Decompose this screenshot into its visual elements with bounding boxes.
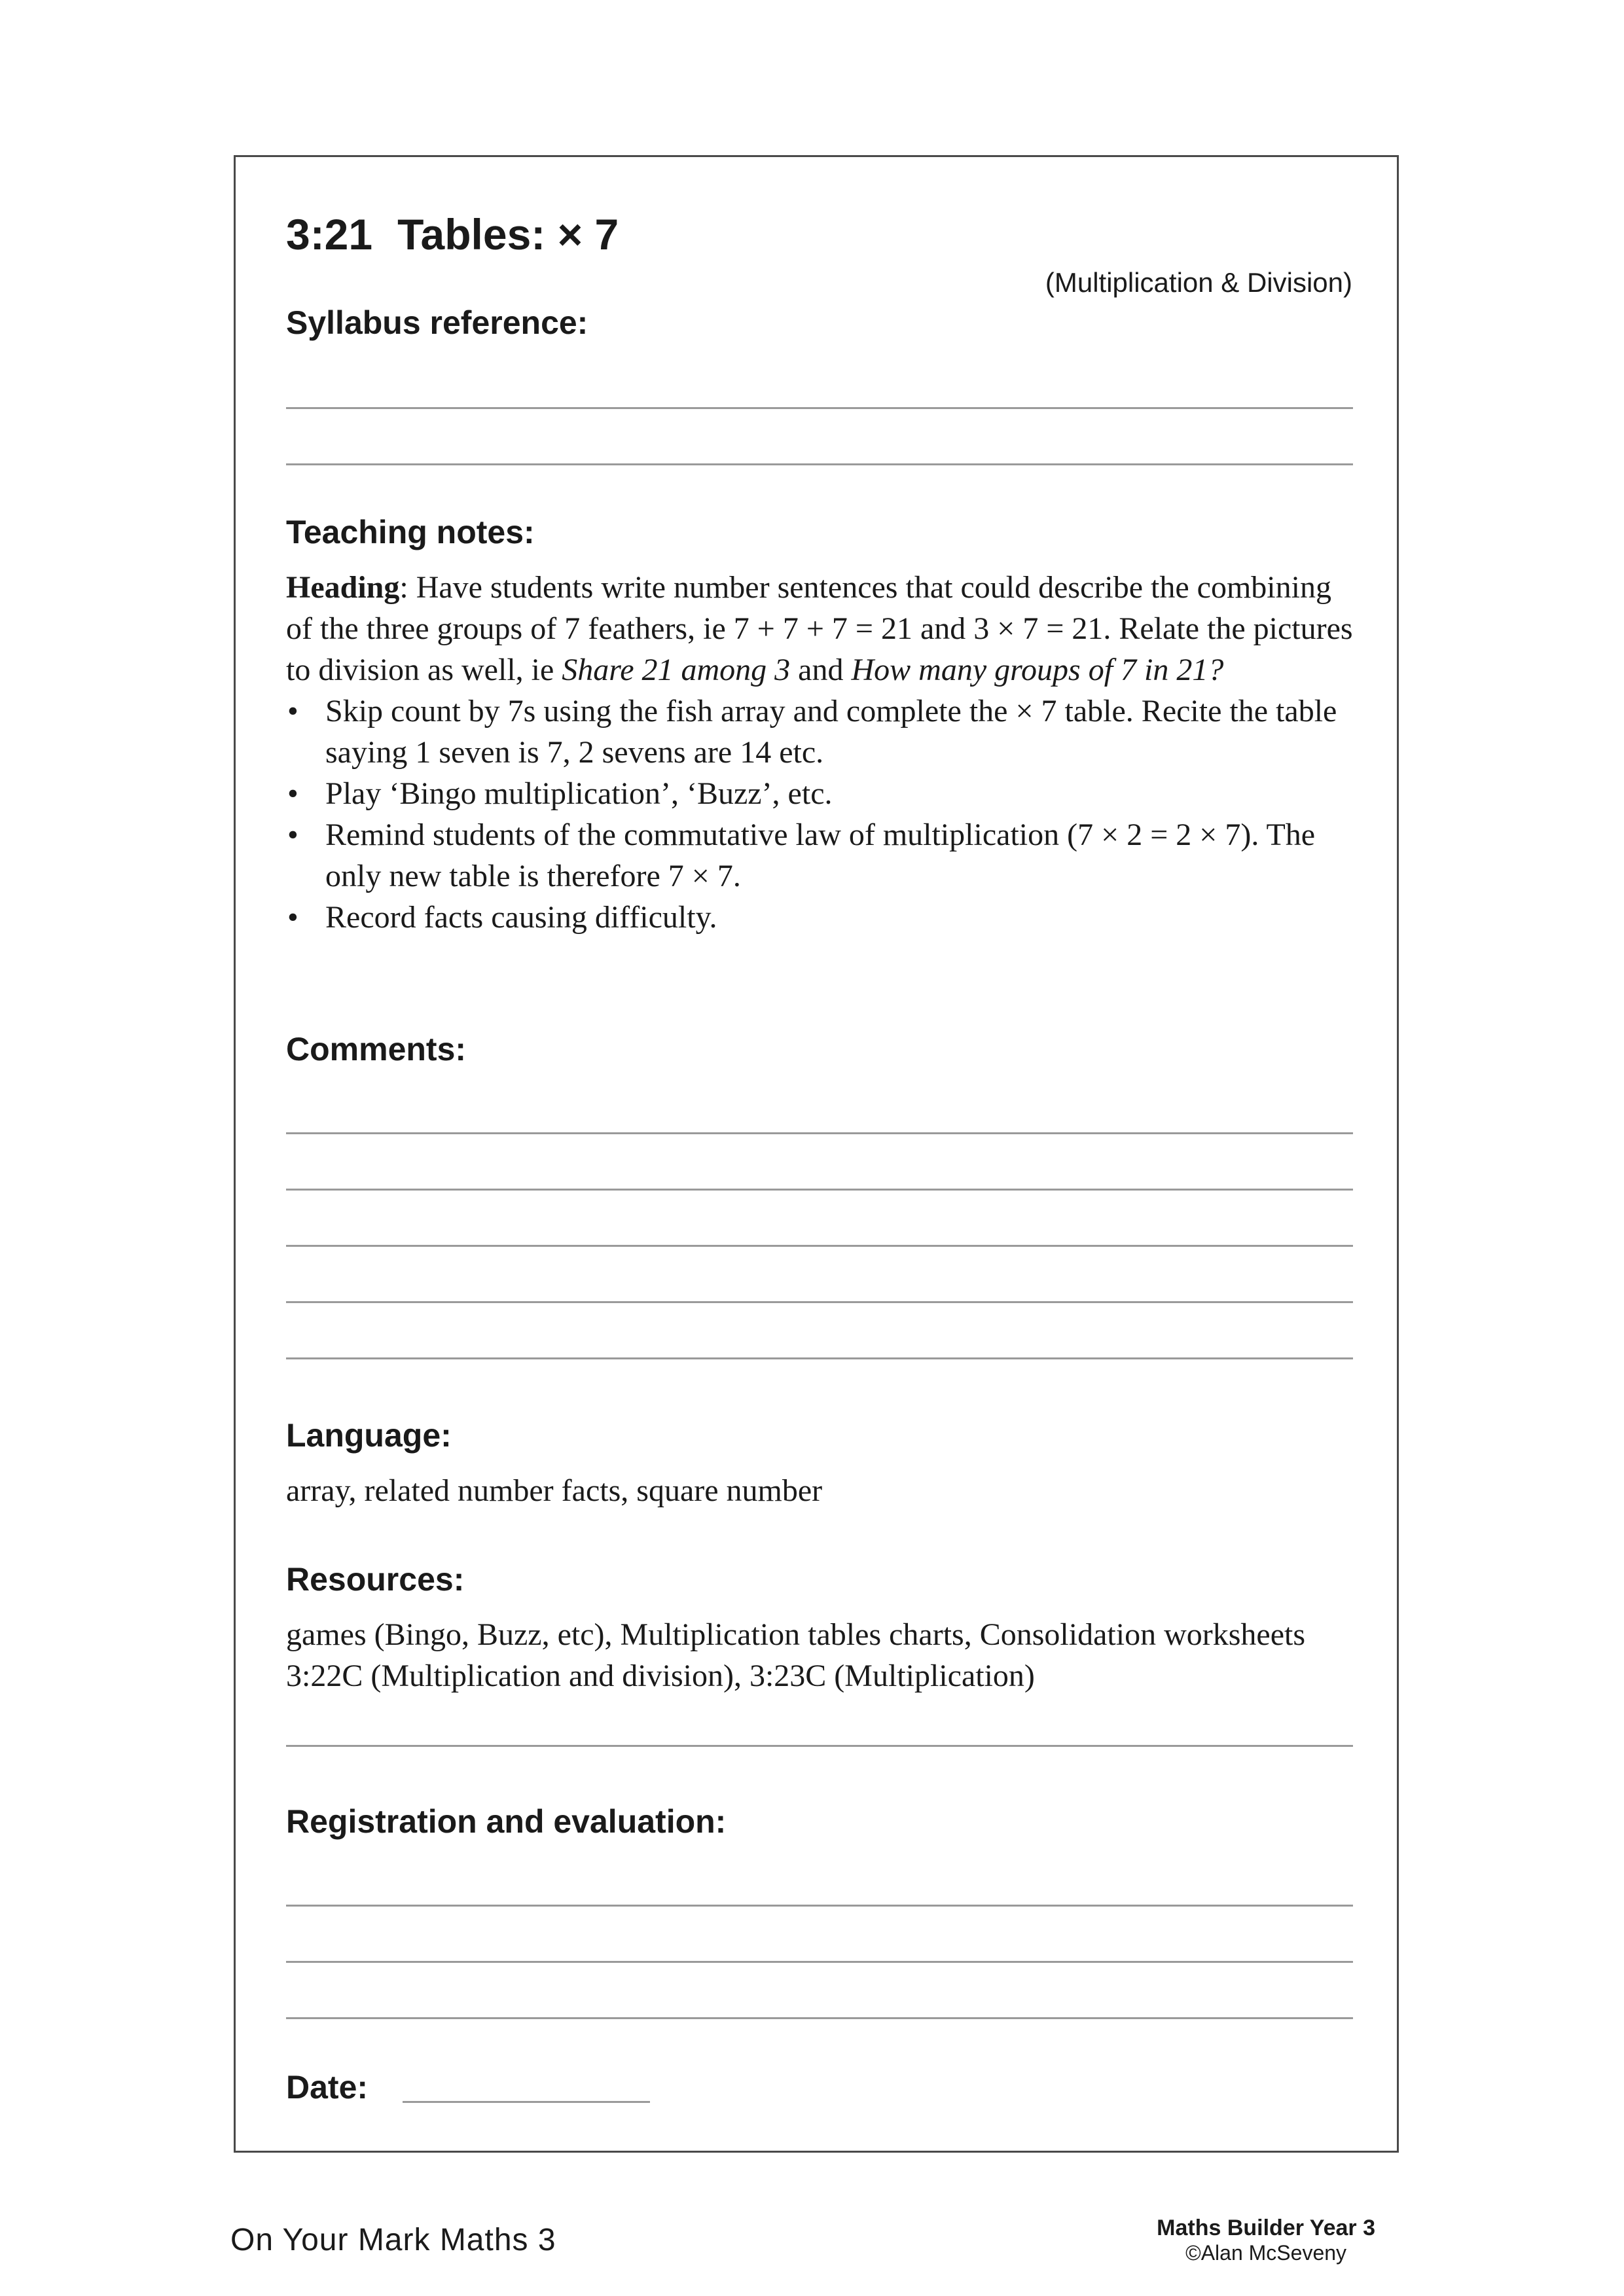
registration-line-3[interactable] bbox=[286, 2017, 1353, 2019]
teaching-notes-intro bbox=[286, 567, 1360, 691]
notes-intro-text-1: : Have students write number sentences that could describe the combining of the three groups of 7 feathers, ie 7 + 7 + 7 = 21 and 3 × 7 = 21. Relate the pictures to division as well, ie bbox=[286, 570, 1353, 687]
notes-intro-text-2: and bbox=[790, 653, 852, 687]
list-item: • Play ‘Bingo multiplication’, ‘Buzz’, etc. bbox=[286, 773, 1360, 814]
resources-heading: Resources: bbox=[286, 1561, 465, 1598]
registration-line-1[interactable] bbox=[286, 1905, 1353, 1907]
date-label: Date: bbox=[286, 2069, 369, 2106]
resources-text: games (Bingo, Buzz, etc), Multiplication tables charts, Consolidation worksheets 3:22C (Multiplication and division), 3:23C (Multiplication) bbox=[286, 1617, 1306, 1693]
comments-line-4[interactable] bbox=[286, 1301, 1353, 1303]
language-text: array, related number facts, square number bbox=[286, 1473, 823, 1508]
comments-line-2[interactable] bbox=[286, 1189, 1353, 1191]
comments-line-5[interactable] bbox=[286, 1357, 1353, 1359]
registration-heading: Registration and evaluation: bbox=[286, 1803, 727, 1840]
teaching-notes-heading: Teaching notes: bbox=[286, 514, 535, 550]
title-text: Tables: × 7 bbox=[397, 210, 619, 259]
notes-heading-label: Heading bbox=[286, 570, 400, 605]
resources-line[interactable] bbox=[286, 1745, 1353, 1747]
syllabus-line-1[interactable] bbox=[286, 407, 1353, 409]
comments-line-3[interactable] bbox=[286, 1245, 1353, 1247]
syllabus-heading: Syllabus reference: bbox=[286, 304, 588, 341]
list-item: • Remind students of the commutative law of multiplication (7 × 2 = 2 × 7). The only new table is therefore 7 × 7. bbox=[286, 814, 1360, 897]
teaching-notes-body bbox=[286, 567, 1360, 938]
list-item: • Record facts causing difficulty. bbox=[286, 897, 1360, 938]
syllabus-line-2[interactable] bbox=[286, 463, 1353, 465]
footer-book-title: Maths Builder Year 3 bbox=[1157, 2215, 1375, 2240]
footer-series-title: On Your Mark Maths 3 bbox=[230, 2223, 556, 2257]
footer-credits bbox=[1157, 2215, 1375, 2265]
comments-line-1[interactable] bbox=[286, 1132, 1353, 1134]
title-code: 3:21 bbox=[286, 210, 373, 259]
notes-intro-italic-2: How many groups of 7 in 21? bbox=[851, 653, 1224, 687]
footer-copyright: ©Alan McSeveny bbox=[1185, 2241, 1347, 2265]
date-field-line[interactable] bbox=[403, 2101, 650, 2103]
list-item: • Skip count by 7s using the fish array and complete the × 7 table. Recite the table saying 1 seven is 7, 2 sevens are 14 etc. bbox=[286, 691, 1360, 773]
page-frame bbox=[234, 155, 1399, 2153]
comments-heading: Comments: bbox=[286, 1031, 467, 1067]
language-heading: Language: bbox=[286, 1417, 452, 1454]
registration-line-2[interactable] bbox=[286, 1961, 1353, 1963]
page-title bbox=[286, 211, 619, 259]
subcategory-label: (Multiplication & Division) bbox=[1045, 267, 1352, 298]
notes-intro-italic-1: Share 21 among 3 bbox=[562, 653, 791, 687]
teaching-notes-list bbox=[286, 691, 1360, 938]
